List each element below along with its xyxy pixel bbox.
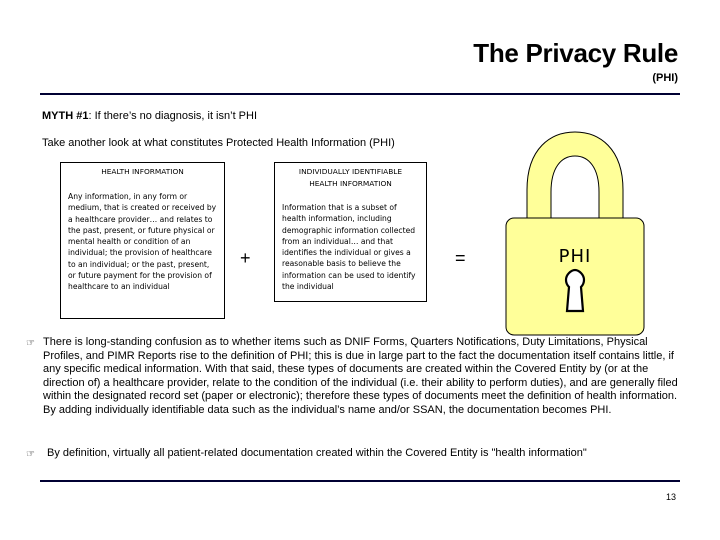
health-information-heading: HEALTH INFORMATION [101, 167, 184, 176]
intro-text: Take another look at what constitutes Protected Health Information (PHI) [42, 137, 395, 149]
health-information-box [60, 162, 225, 319]
padlock-icon [505, 128, 645, 336]
identifiable-information-heading [275, 166, 426, 190]
plus-sign: + [240, 248, 251, 268]
phi-lock-label: PHI [558, 246, 592, 267]
padlock-shackle [527, 132, 623, 224]
bottom-divider [40, 480, 680, 482]
identifiable-information-definition: Information that is a subset of health information, including demographic information collected from an individual… and that identifies the individual or gives a reasonable basis to believe the information can be used to identify the individual [282, 203, 416, 292]
identifiable-heading-line1: INDIVIDUALLY IDENTIFIABLE [298, 167, 403, 176]
bullet-definition: By definition, virtually all patient-related documentation created within the Covered Entity is "health information" [47, 447, 587, 459]
pointing-hand-icon: ☞ [26, 449, 35, 460]
keyhole-icon [566, 270, 584, 311]
slide-subtitle: (PHI) [652, 72, 678, 84]
identifiable-heading-line2: HEALTH INFORMATION [309, 179, 392, 188]
myth-text: : If there’s no diagnosis, it isn’t PHI [88, 110, 258, 122]
bullet-confusion: There is long-standing confusion as to whether items such as DNIF Forms, Quarters Notifications, Duty Limitations, Physical Profiles, and PIMR Reports rise to the definition of PHI; this is due in large part to the fact the documentation itself contains little, if any specific medical information. With that said, these types of documents are created within the Covered Entity by (or at the direction of) a healthcare provider, relate to the condition of the individual (i.e. their ability to perform duties), and are generally filed within the designated record set (paper or electronic); therefore these types of documents meet the definition of health information. By adding individually identifiable data such as the individual’s name and/or SSAN, the documentation becomes PHI. [43, 336, 678, 416]
page-number: 13 [665, 492, 676, 502]
identifiable-information-box [274, 162, 427, 302]
slide-title: The Privacy Rule [473, 38, 678, 68]
health-information-definition: Any information, in any form or medium, that is created or received by a healthcare provider… and relates to the past, present, or future physical or mental health or condition of an individual; the provision of healthcare to an individual; or the past, present, or future payment for the provision of healthcare to an individual [68, 192, 217, 292]
pointing-hand-icon: ☞ [26, 338, 35, 349]
myth-statement [42, 110, 257, 122]
top-divider [40, 93, 680, 95]
equals-sign: = [455, 248, 466, 268]
myth-label: MYTH #1 [42, 110, 89, 122]
